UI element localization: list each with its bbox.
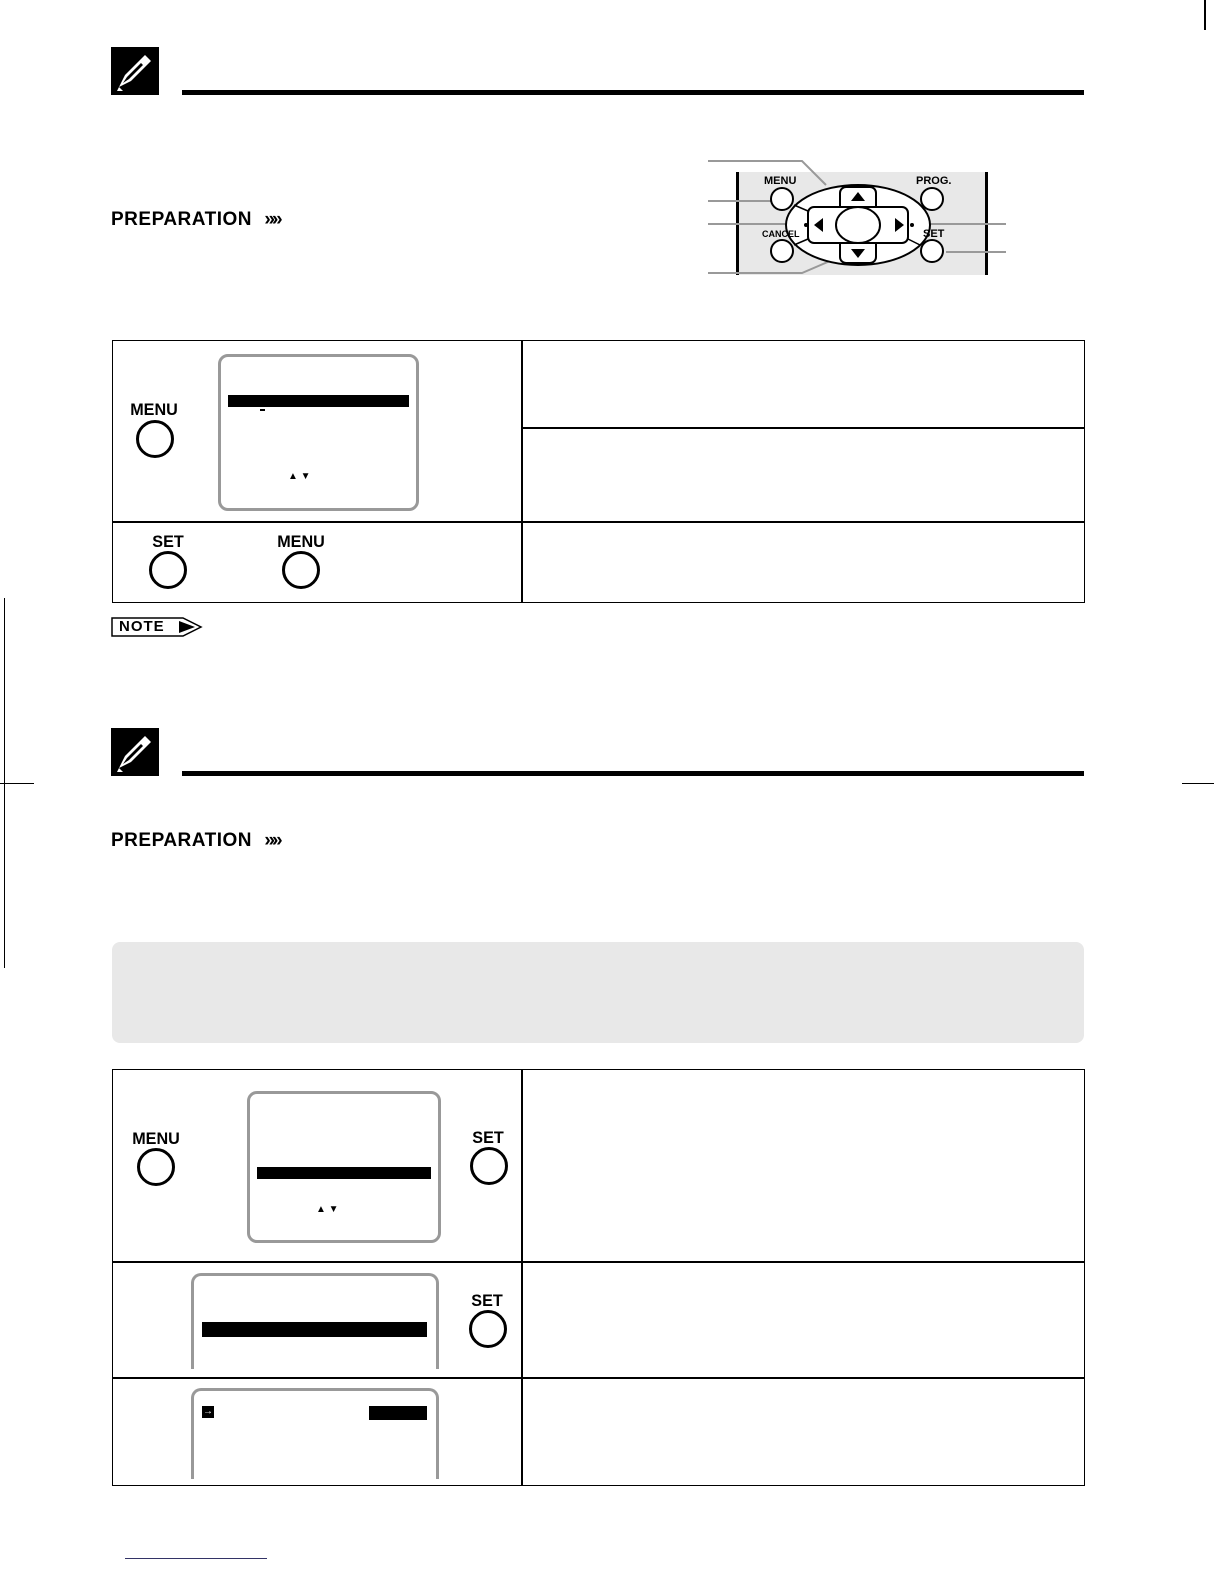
setting-value-highlight — [369, 1406, 427, 1420]
remote-set-label: SET — [923, 228, 945, 240]
note-tag — [111, 617, 203, 642]
set-button-label: SET — [152, 532, 184, 551]
arrow-right-icon: → — [203, 1406, 213, 1417]
section-1-preparation — [111, 209, 280, 231]
remote-cancel-label: CANCEL — [762, 229, 800, 239]
pencil-icon — [111, 47, 159, 95]
table-1-row-divider-b — [112, 521, 1084, 523]
submenu-highlight-bar — [202, 1322, 427, 1337]
section-2-preparation — [111, 830, 280, 852]
footer-underline — [125, 1558, 267, 1559]
note-label: NOTE — [119, 618, 165, 635]
pencil-icon — [111, 728, 159, 776]
tv-screen-setting — [191, 1388, 439, 1479]
menu-highlight-bar — [257, 1167, 431, 1179]
table-2-row-divider-b — [112, 1377, 1084, 1379]
tv-screen-menu — [247, 1091, 441, 1243]
remote-menu-label: MENU — [764, 175, 797, 187]
cursor-mark — [260, 409, 265, 411]
section-1-header-rule — [182, 90, 1084, 95]
info-panel — [112, 942, 1084, 1043]
table-2-row-divider-a — [112, 1261, 1084, 1263]
tv-screen-menu — [218, 354, 419, 511]
set-button[interactable] — [149, 551, 187, 589]
set-button-2-label: SET — [471, 1291, 503, 1310]
section-2-header-rule — [182, 771, 1084, 776]
remote-prog-label: PROG. — [916, 175, 952, 187]
menu-button-label: MENU — [132, 1129, 180, 1148]
menu-button[interactable] — [136, 420, 174, 458]
preparation-label: PREPARATION — [111, 830, 252, 851]
set-button-label: SET — [472, 1128, 504, 1147]
preparation-label: PREPARATION — [111, 209, 252, 230]
menu-button[interactable] — [137, 1148, 175, 1186]
up-down-arrows-icon: ▲ ▼ — [316, 1204, 339, 1215]
set-button[interactable] — [470, 1147, 508, 1185]
crop-mark-vertical-top-right — [1204, 0, 1206, 30]
preparation-arrows-icon: »» — [264, 209, 280, 230]
crop-mark-horizontal-right — [1182, 783, 1214, 784]
preparation-arrows-icon: »» — [264, 830, 280, 851]
crop-mark-horizontal-left — [0, 783, 34, 784]
table-1-vertical-divider — [521, 340, 523, 603]
remote-control-illustration — [706, 155, 1010, 280]
up-down-arrows-icon: ▲ ▼ — [288, 471, 311, 482]
menu-highlight-bar — [228, 395, 409, 407]
menu-button-2[interactable] — [282, 551, 320, 589]
menu-button-2-label: MENU — [277, 532, 325, 551]
remote-dpad-icon — [706, 155, 1010, 280]
menu-button-label: MENU — [130, 400, 178, 419]
set-button-2[interactable] — [469, 1310, 507, 1348]
tv-screen-submenu — [191, 1273, 439, 1369]
table-1-row-divider-a — [522, 427, 1084, 429]
